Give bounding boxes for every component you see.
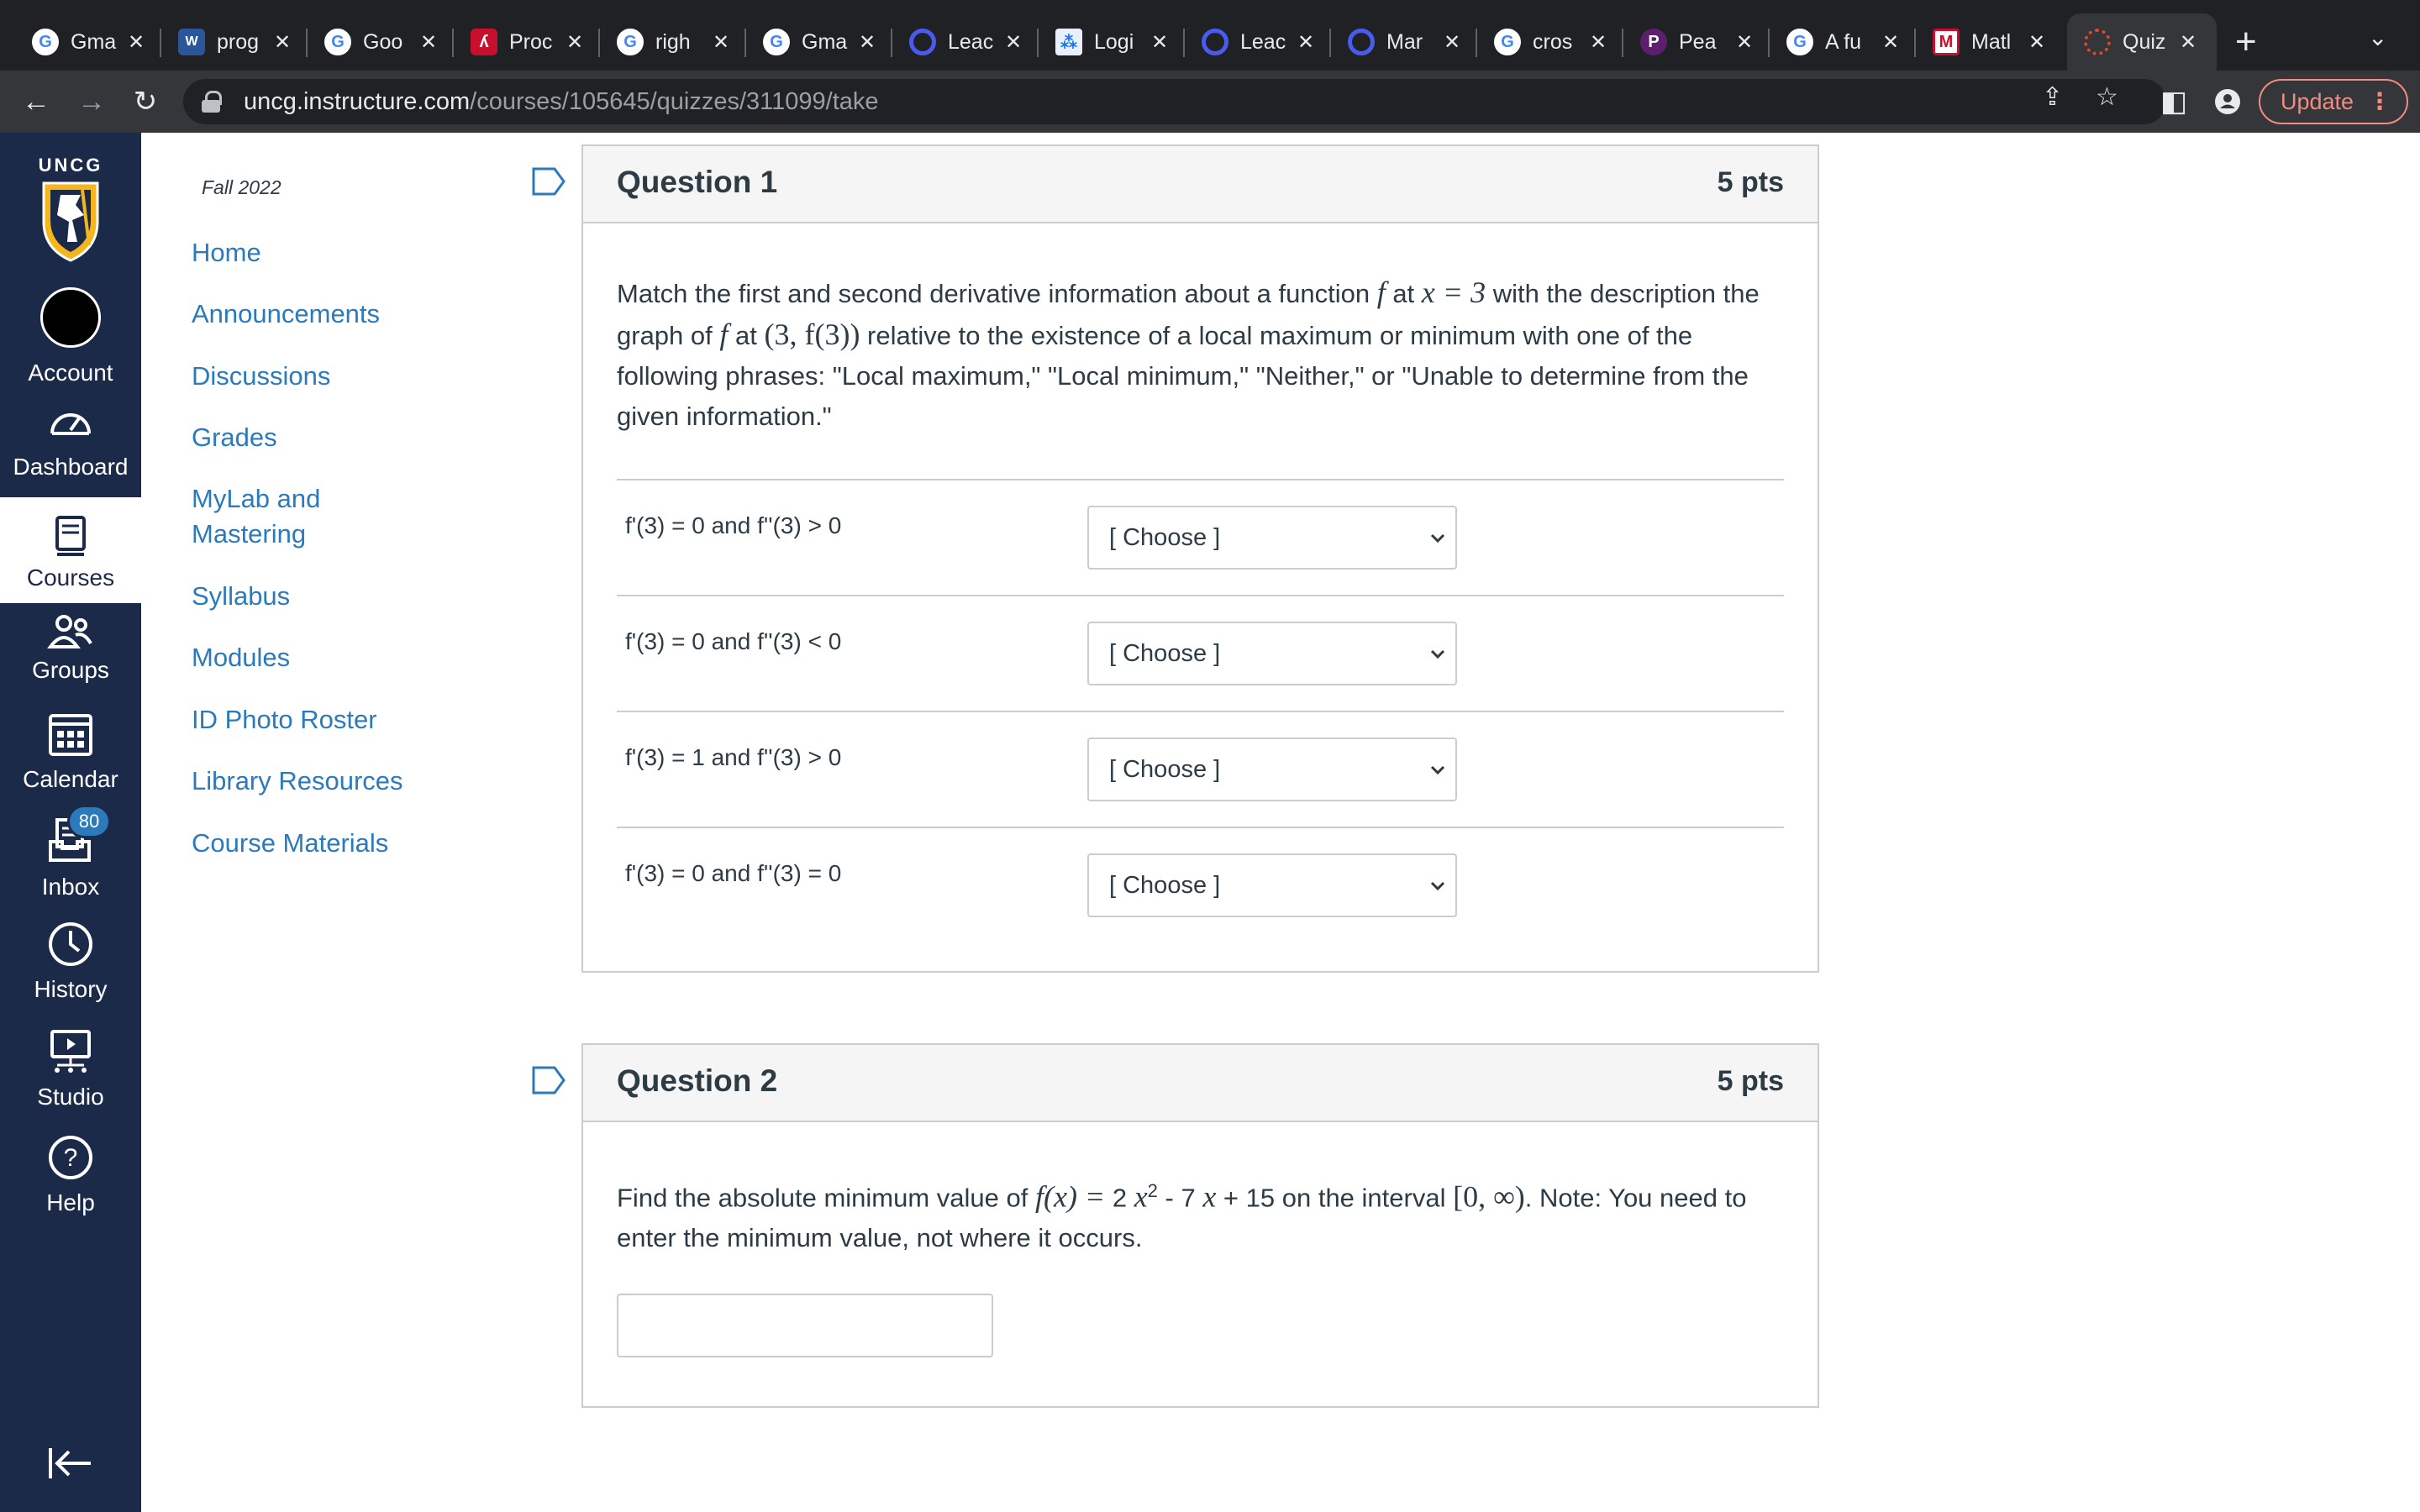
svg-text:?: ? [63, 1144, 78, 1172]
close-icon[interactable]: ✕ [1297, 30, 1315, 54]
match-row [617, 711, 1784, 827]
tab-title: A fu [1825, 29, 1862, 54]
tab-title: Quiz [2123, 29, 2166, 54]
nav-dashboard[interactable] [0, 390, 141, 494]
help-question-icon [47, 1134, 94, 1181]
browser-tab[interactable] [1623, 13, 1770, 71]
tab-title: Logi [1094, 29, 1134, 54]
nav-label: Dashboard [13, 454, 129, 480]
tab-title: Matl [1971, 29, 2012, 54]
nav-courses[interactable] [0, 497, 141, 603]
match-prompt: f'(3) = 0 and f''(3) > 0 [625, 512, 842, 538]
tab-title: Mar [1386, 29, 1423, 54]
more-menu-icon: ⋮ [2368, 88, 2391, 114]
question-title: Question 2 [617, 1063, 778, 1098]
tab-title: righ [655, 29, 691, 54]
close-icon[interactable]: ✕ [274, 30, 292, 54]
browser-tab-bar [0, 0, 2420, 71]
nav-studio[interactable] [0, 1023, 141, 1127]
logic-icon: ⁂ [1055, 29, 1082, 55]
logo-text: UNCG [38, 155, 103, 176]
course-nav-home[interactable]: Home [192, 238, 261, 267]
question-2 [581, 1043, 1819, 1408]
tab-title: Proc [509, 29, 553, 54]
close-icon[interactable]: ✕ [859, 30, 876, 54]
collapse-nav-icon[interactable] [47, 1446, 94, 1480]
canvas-icon [2084, 29, 2111, 55]
chevron-down-icon [1425, 642, 1450, 667]
tab-title: Gma [71, 29, 117, 54]
m-icon: M [1933, 29, 1960, 55]
courses-book-icon [47, 516, 94, 558]
match-row [617, 595, 1784, 711]
spartan-shield-icon [39, 178, 103, 262]
forward-arrow-icon[interactable]: → [77, 85, 106, 118]
nav-label: Help [46, 1189, 95, 1215]
question-1 [581, 144, 1819, 973]
question-points: 5 pts [1717, 166, 1784, 198]
browser-tab[interactable] [892, 13, 1039, 71]
nav-calendar[interactable] [0, 706, 141, 810]
nav-label: Calendar [23, 766, 118, 792]
question-text: Match the first and second derivative information about a function f at x = 3 with the description the graph of f at (3, f(3)) relative to the existence of a local maximum or minimum with one of the following phrases: "Local maximum," "Local minimum," "Neither," or "Unable to determine from the given information." [617, 276, 1760, 431]
course-nav-announcements[interactable]: Announcements [192, 299, 381, 328]
profile-icon[interactable] [2208, 82, 2247, 121]
match-prompt: f'(3) = 0 and f''(3) = 0 [625, 860, 842, 886]
question-text: Find the absolute minimum value of f(x) = 2 $x^2 - 7$ x + 15 on the interval [0, ∞). Note: You need to enter the minimum value, not where it occurs. [617, 1179, 1747, 1253]
match-row [617, 479, 1784, 595]
close-icon[interactable]: ✕ [1005, 30, 1023, 54]
inbox-unread-badge: 80 [67, 805, 111, 838]
share-icon[interactable]: ⇪ [2042, 83, 2064, 111]
browser-tab[interactable] [454, 13, 600, 71]
question-header [583, 1045, 1818, 1122]
q-icon [1202, 29, 1228, 55]
google-icon: G [324, 29, 351, 55]
close-icon[interactable]: ✕ [1882, 30, 1900, 54]
update-button[interactable]: Update ⋮ [2259, 79, 2408, 124]
chevron-down-icon [1425, 758, 1450, 783]
back-arrow-icon[interactable]: ← [22, 85, 50, 118]
tab-title: Leac [948, 29, 994, 54]
google-icon: G [32, 29, 59, 55]
answer-select[interactable]: [ Choose ] [1087, 622, 1457, 685]
answer-select[interactable]: [ Choose ] [1087, 853, 1457, 917]
side-panel-icon[interactable]: ◧ [2160, 86, 2188, 118]
flag-question-icon[interactable] [531, 166, 566, 197]
tab-title: Pea [1679, 29, 1717, 54]
pearson-icon: P [1640, 29, 1667, 55]
course-nav-course-materials[interactable]: Course Materials [192, 828, 389, 858]
close-icon[interactable]: ✕ [128, 30, 145, 54]
nav-label: Account [28, 360, 113, 386]
nav-groups[interactable] [0, 605, 141, 709]
close-icon[interactable]: ✕ [713, 30, 730, 54]
uncg-logo[interactable] [0, 155, 141, 281]
nav-label: Courses [26, 564, 115, 591]
close-icon[interactable]: ✕ [566, 30, 584, 54]
groups-people-icon [47, 613, 94, 650]
course-nav-mylab[interactable]: MyLab and Mastering [192, 484, 321, 549]
match-row [617, 827, 1784, 942]
q-icon [909, 29, 936, 55]
nav-history[interactable] [0, 916, 141, 1020]
history-clock-icon [47, 921, 94, 968]
browser-tab[interactable] [308, 13, 454, 71]
tab-title: Leac [1240, 29, 1286, 54]
close-icon[interactable]: ✕ [1736, 30, 1754, 54]
browser-tab[interactable] [1477, 13, 1623, 71]
close-icon[interactable]: ✕ [1590, 30, 1607, 54]
nav-account[interactable] [0, 272, 141, 386]
nav-label: Studio [37, 1084, 104, 1110]
chevron-down-icon [1425, 874, 1450, 899]
lock-icon[interactable] [202, 91, 220, 113]
browser-tab[interactable] [746, 13, 892, 71]
course-nav-discussions[interactable]: Discussions [192, 361, 331, 391]
close-icon[interactable]: ✕ [1444, 30, 1461, 54]
global-navigation [0, 133, 141, 1512]
q-icon [1348, 29, 1375, 55]
browser-tab[interactable] [1331, 13, 1477, 71]
browser-tab-active[interactable] [2067, 13, 2217, 71]
chevron-down-icon [1425, 526, 1450, 551]
dashboard-gauge-icon [47, 405, 94, 438]
word-icon: W [178, 29, 205, 55]
answer-input[interactable] [617, 1294, 993, 1357]
reload-icon[interactable]: ↻ [133, 86, 158, 118]
chevron-down-icon[interactable]: ⌄ [2368, 24, 2388, 50]
tab-title: Goo [363, 29, 403, 54]
address-bar[interactable] [183, 79, 2166, 124]
tab-title: prog [217, 29, 260, 54]
nav-label: History [34, 976, 108, 1002]
red-logo-icon: ʎ [471, 29, 497, 55]
browser-toolbar [0, 71, 2420, 133]
google-icon: G [1786, 29, 1813, 55]
browser-tab[interactable] [1916, 13, 2062, 71]
question-title: Question 1 [617, 165, 778, 199]
google-icon: G [763, 29, 790, 55]
flag-question-icon[interactable] [531, 1065, 566, 1095]
course-nav-library-resources[interactable]: Library Resources [192, 766, 403, 795]
course-nav-syllabus[interactable]: Syllabus [192, 581, 291, 611]
course-nav-modules[interactable]: Modules [192, 643, 291, 672]
close-icon[interactable]: ✕ [2028, 30, 2046, 54]
answer-select[interactable]: [ Choose ] [1087, 506, 1457, 570]
new-tab-plus-icon[interactable]: + [2235, 21, 2257, 62]
google-icon: G [617, 29, 644, 55]
match-prompt: f'(3) = 1 and f''(3) > 0 [625, 744, 842, 770]
answer-select[interactable]: [ Choose ] [1087, 738, 1457, 801]
browser-tab[interactable] [1770, 13, 1916, 71]
course-term: Fall 2022 [202, 176, 281, 198]
course-nav-id-photo-roster[interactable]: ID Photo Roster [192, 705, 377, 734]
match-prompt: f'(3) = 0 and f''(3) < 0 [625, 628, 842, 654]
browser-tab[interactable] [15, 13, 161, 71]
question-header [583, 146, 1818, 223]
star-icon[interactable]: ☆ [2096, 83, 2118, 111]
tab-title: Gma [802, 29, 848, 54]
browser-tab[interactable] [161, 13, 308, 71]
course-nav-grades[interactable]: Grades [192, 423, 277, 452]
close-icon[interactable]: ✕ [1151, 30, 1169, 54]
tab-title: cros [1533, 29, 1573, 54]
calendar-icon [47, 711, 94, 758]
google-icon: G [1494, 29, 1521, 55]
browser-tab[interactable] [1185, 13, 1331, 71]
close-icon[interactable]: ✕ [2180, 30, 2197, 54]
nav-label: Inbox [41, 874, 100, 900]
browser-tab[interactable] [1039, 13, 1185, 71]
studio-icon [47, 1028, 94, 1075]
nav-help[interactable] [0, 1129, 141, 1233]
url-text[interactable]: uncg.instructure.com/courses/105645/quizzes/311099/take [244, 87, 879, 115]
nav-label: Groups [32, 657, 109, 683]
browser-tab[interactable] [600, 13, 746, 71]
question-points: 5 pts [1717, 1065, 1784, 1097]
close-icon[interactable]: ✕ [420, 30, 438, 54]
